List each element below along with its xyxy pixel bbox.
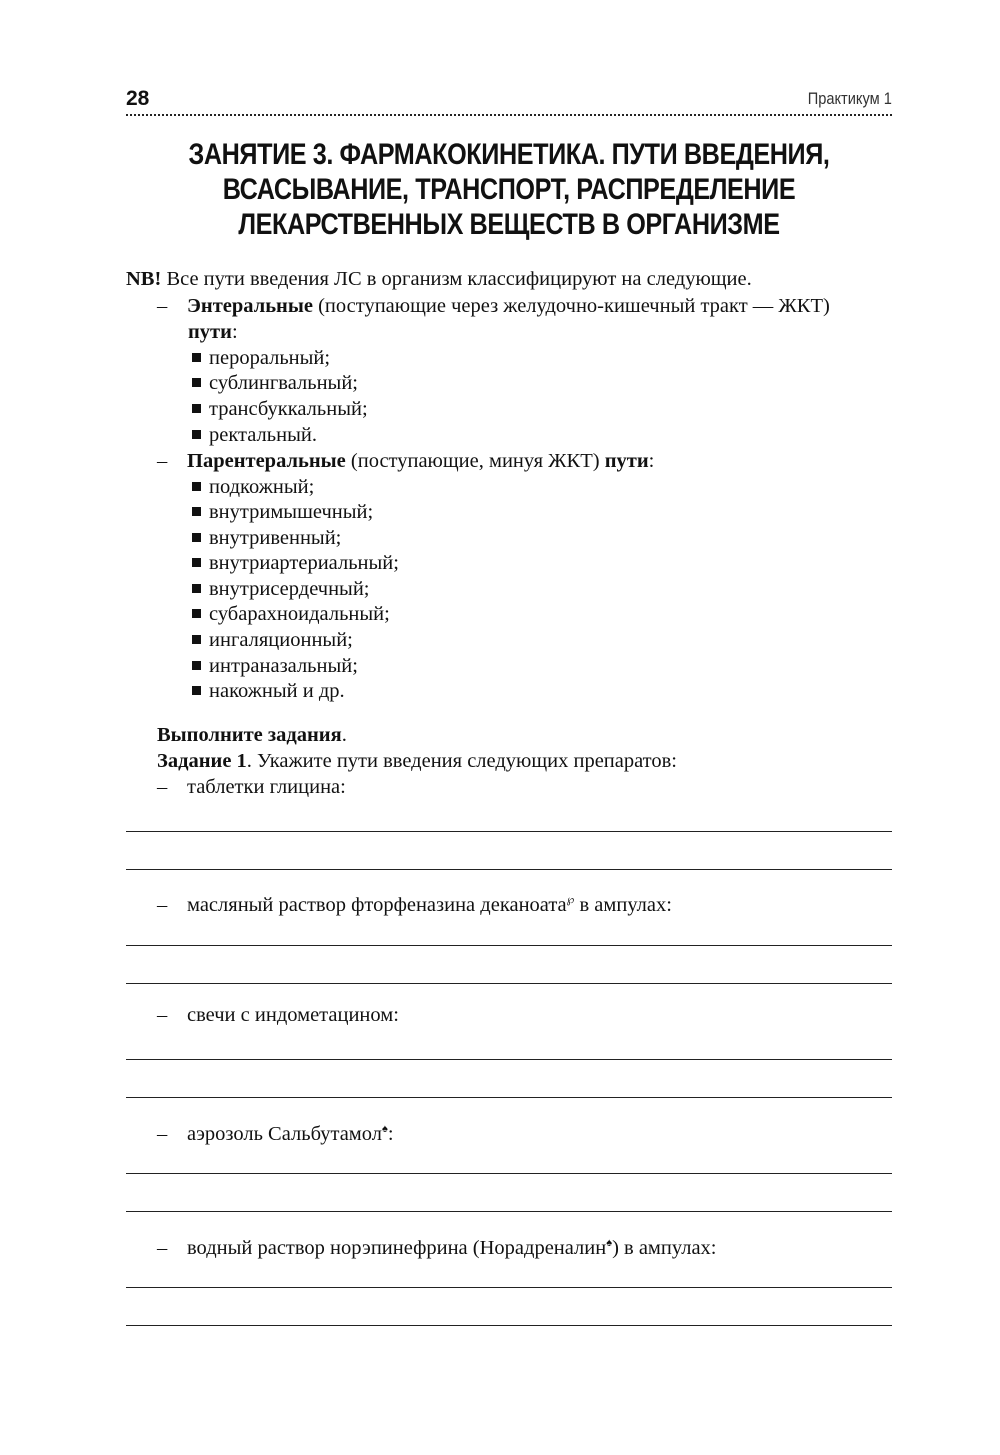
list-item: ректальный. [192,422,317,448]
square-bullet-icon [192,507,201,516]
list-item: ингаляционный; [192,627,353,653]
answer-line[interactable] [126,1287,892,1288]
task-1 [157,748,677,774]
running-title: Практикум 1 [807,89,892,108]
list-item: накожный и др. [192,678,345,704]
square-bullet-icon [192,609,201,618]
answer-line[interactable] [126,945,892,946]
list-item: трансбуккальный; [192,396,368,422]
nb-label: NB! [126,268,162,290]
enteral-desc: (поступающие через желудочно-кишечный тракт — ЖКТ) [312,295,830,317]
square-bullet-icon [192,378,201,387]
task-item: – свечи с индометацином: [157,1004,399,1026]
list-item: внутрисердечный; [192,576,370,602]
list-item: подкожный; [192,474,314,500]
enteral-routes-word: пути: [188,321,238,343]
header-dotted-rule [126,114,892,116]
enteral-term: Энтеральные [187,295,313,317]
list-item: внутриартериальный; [192,550,399,576]
task-1-text: . Укажите пути введения следующих препаратов: [246,750,677,772]
generic-drug-mark-icon: ℘ [566,894,575,906]
page-header [126,86,892,112]
answer-line[interactable] [126,1173,892,1174]
task-item: – таблетки глицина: [157,776,346,798]
parenteral-heading: – Парентеральные (поступающие, минуя ЖКТ) пути: [157,450,655,472]
answer-line[interactable] [126,983,892,984]
task-item: – водный раствор норэпинефрина (Норадреналин♠) в ампулах: [157,1237,717,1259]
task-item: – масляный раствор фторфеназина деканоата℘ в ампулах: [157,894,672,916]
square-bullet-icon [192,635,201,644]
page-number: 28 [126,87,150,110]
dash-marker: – [157,295,168,317]
list-item: пероральный; [192,345,330,371]
list-item: внутривенный; [192,525,341,551]
square-bullet-icon [192,661,201,670]
answer-line[interactable] [126,831,892,832]
tasks-heading: Выполните задания. [157,724,347,746]
intro-paragraph [126,266,752,292]
enteral-heading [157,293,830,319]
answer-line[interactable] [126,1211,892,1212]
answer-line[interactable] [126,869,892,870]
list-item: субарахноидальный; [192,601,390,627]
list-item: внутримышечный; [192,499,373,525]
trademark-mark-icon: ♠ [606,1237,613,1249]
square-bullet-icon [192,404,201,413]
square-bullet-icon [192,353,201,362]
intro-text: Все пути введения ЛС в организм классифицируют на следующие. [161,268,752,290]
task-item: – аэрозоль Сальбутамол♠: [157,1123,394,1145]
title-line-2: ВСАСЫВАНИЕ, ТРАНСПОРТ, РАСПРЕДЕЛЕНИЕ [222,173,796,206]
title-line-1: ЗАНЯТИЕ 3. ФАРМАКОКИНЕТИКА. ПУТИ ВВЕДЕНИЯ, [188,138,830,171]
answer-line[interactable] [126,1325,892,1326]
answer-line[interactable] [126,1059,892,1060]
square-bullet-icon [192,558,201,567]
square-bullet-icon [192,430,201,439]
parenteral-desc: (поступающие, минуя ЖКТ) [345,450,605,472]
square-bullet-icon [192,584,201,593]
square-bullet-icon [192,686,201,695]
task-1-label: Задание 1 [157,750,247,772]
square-bullet-icon [192,533,201,542]
trademark-mark-icon: ♠ [381,1123,388,1135]
title-line-3: ЛЕКАРСТВЕННЫХ ВЕЩЕСТВ В ОРГАНИЗМЕ [238,208,780,241]
list-item: интраназальный; [192,653,358,679]
square-bullet-icon [192,482,201,491]
page-title [100,137,918,242]
dash-marker: – [157,450,168,472]
list-item: сублингвальный; [192,370,358,396]
parenteral-term: Парентеральные [187,450,346,472]
answer-line[interactable] [126,1097,892,1098]
